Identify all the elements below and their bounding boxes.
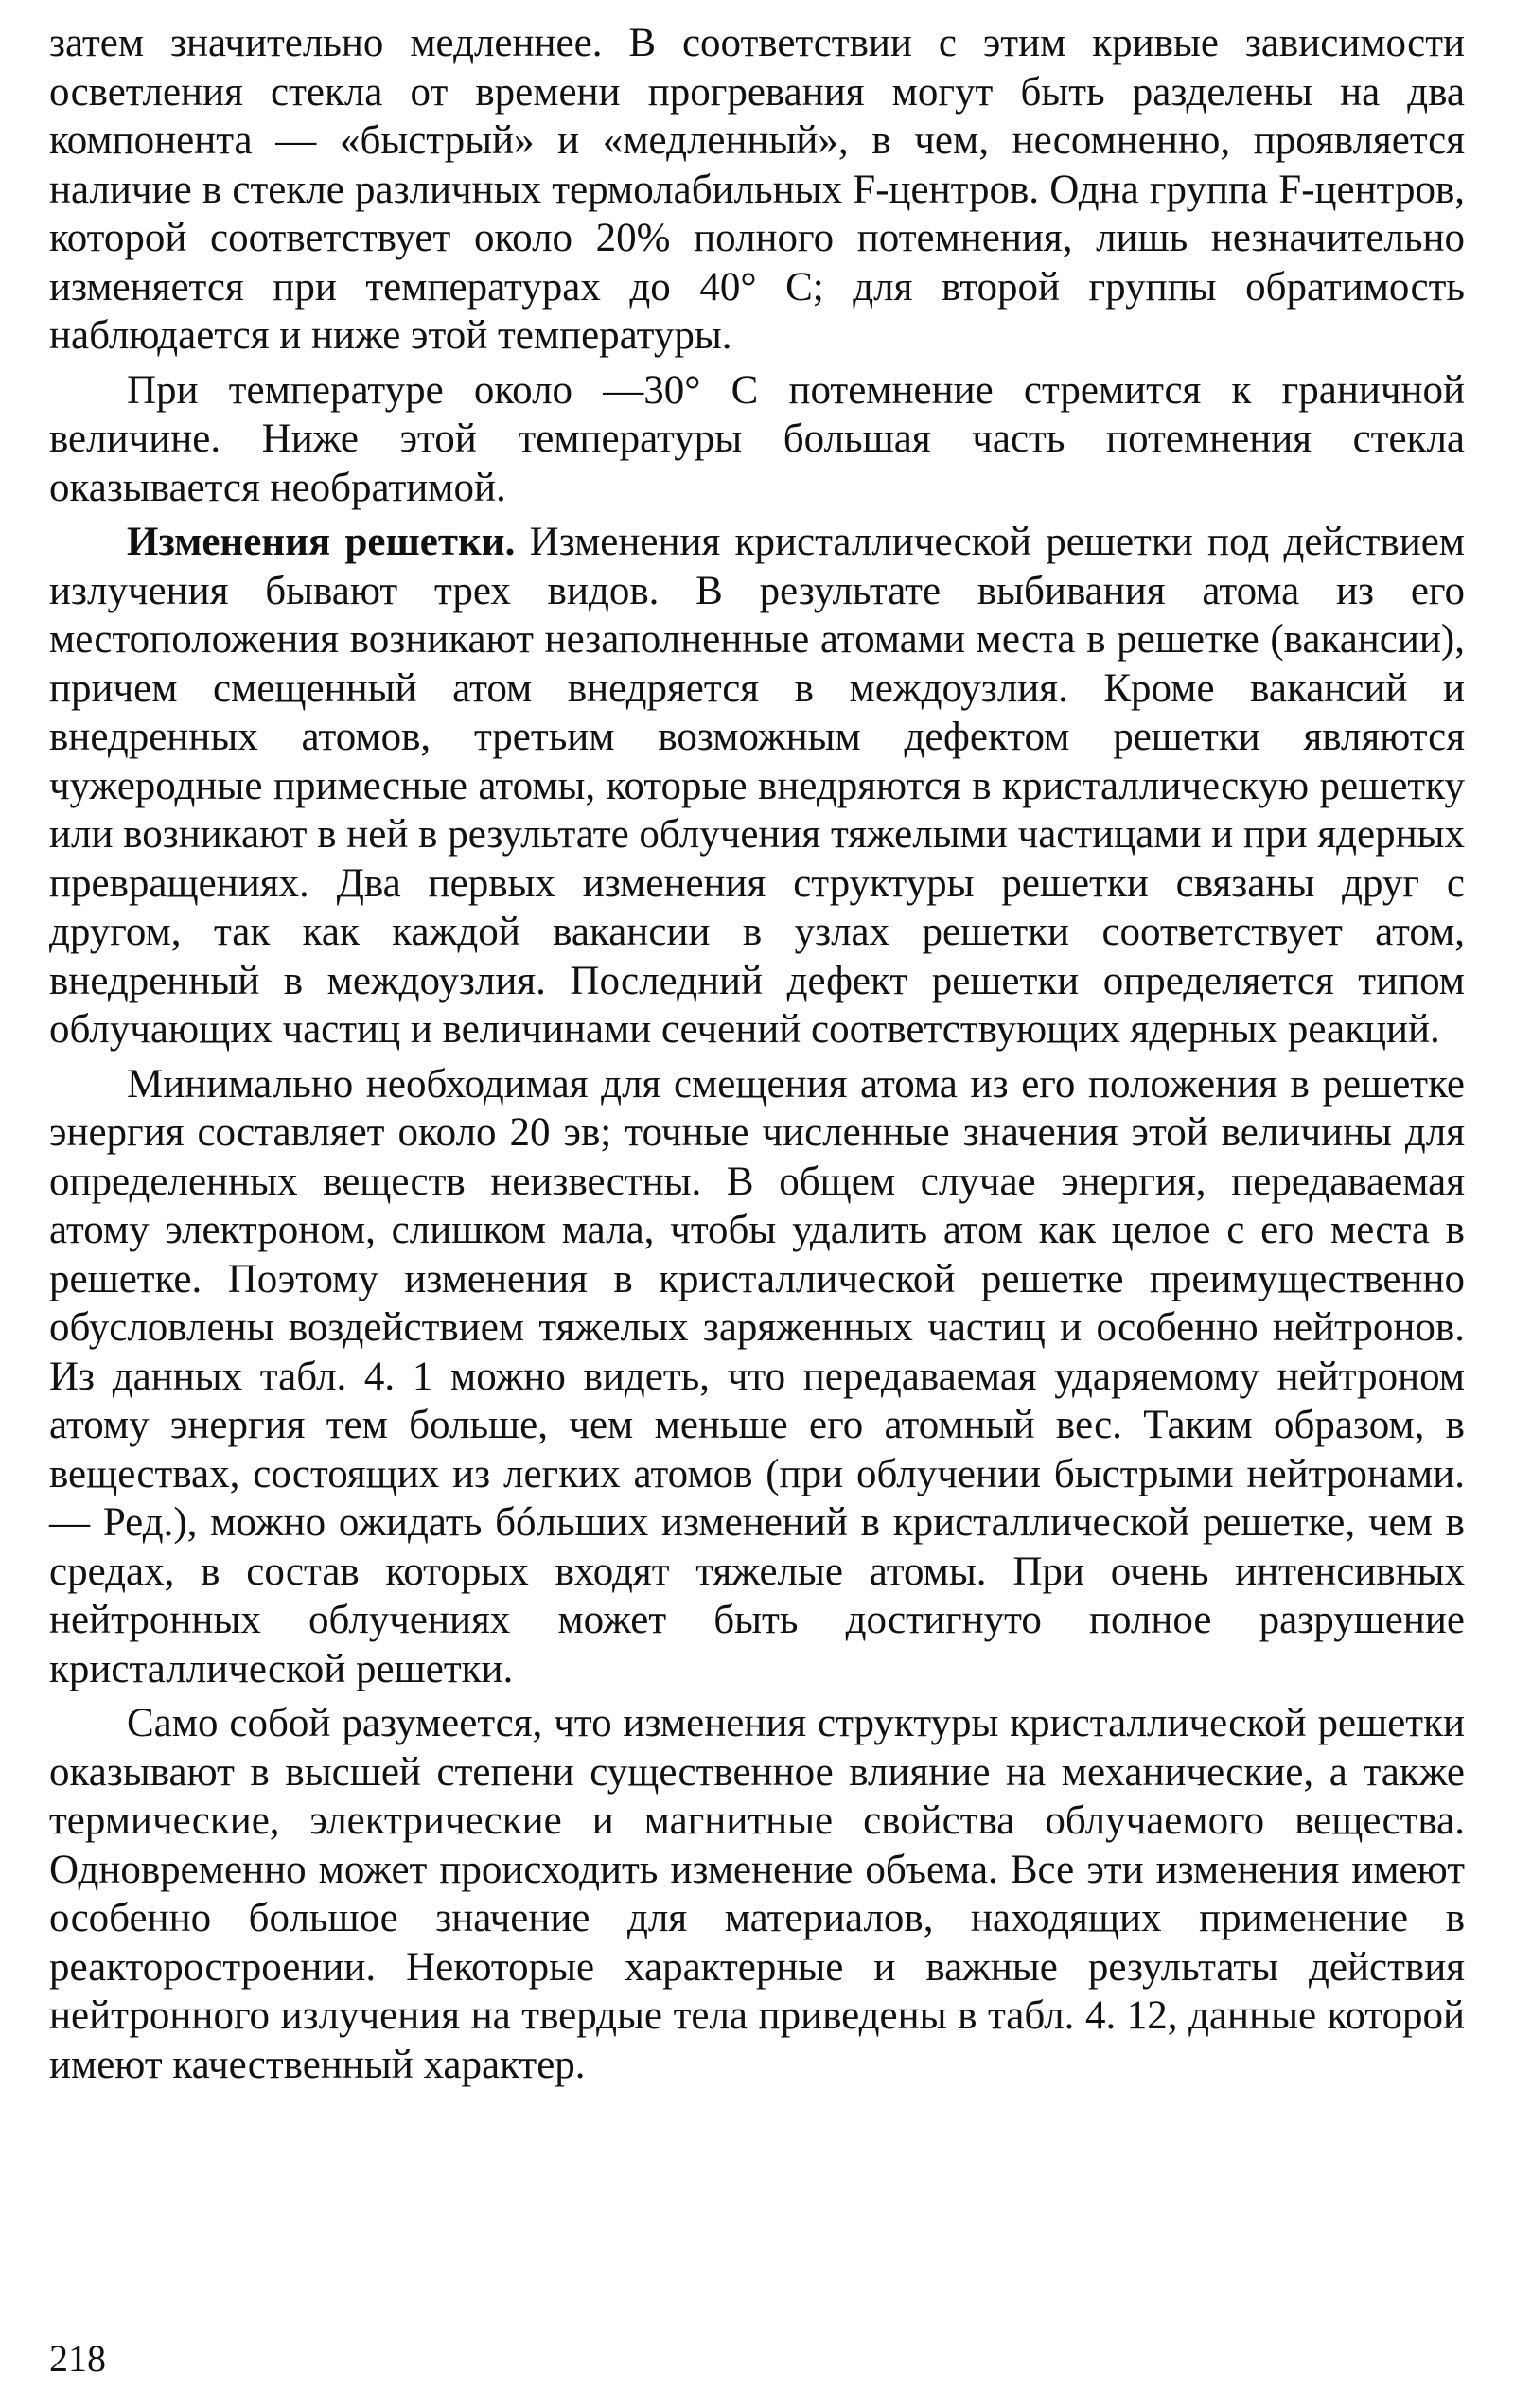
- paragraph-1: [49, 19, 1465, 361]
- section-heading: Изменения решетки.: [127, 520, 516, 564]
- paragraph-2: [49, 366, 1465, 513]
- paragraph-4-text: Минимально необходимая для смещения атома из его положения в решетке энергия составляет около 20 эв; точные численные значения этой величины для определенных веществ неизвестны. В общем случае энергия, передаваемая атому электроном, слишком мала, чтобы удалить атом как целое с его места в решетке. Поэтому изменения в кристаллической решетке преимущественно обусловлены воздействием тяжелых заряженных частиц и особенно нейтронов. Из данных табл. 4. 1 можно видеть, что передаваемая ударяемому нейтроном атому энергия тем больше, чем меньше его атомный вес. Таким образом, в веществах, состоящих из легких атомов (при облучении быстрыми нейтронами. — Ред.), можно ожидать бóльших изменений в кристаллической решетке, чем в средах, в состав которых входят тяжелые атомы. При очень интенсивных нейтронных облучениях может быть достигнуто полное разрушение кристаллической решетки.: [49, 1061, 1465, 1691]
- paragraph-3: [49, 518, 1465, 1054]
- paragraph-2-text: При температуре около —30° C потемнение стремится к граничной величине. Ниже этой температуры большая часть потемнения стекла оказывается необратимой.: [49, 367, 1465, 510]
- page-number: 218: [49, 2337, 106, 2380]
- paragraph-5: [49, 1699, 1465, 2089]
- paragraph-3-text: Изменения кристаллической решетки под действием излучения бывают трех видов. В результате выбивания атома из его местоположения возникают незаполненные атомами места в решетке (вакансии), причем смещенный атом внедряется в междоузлия. Кроме вакансий и внедренных атомов, третьим возможным дефектом решетки являются чужеродные примесные атомы, которые внедряются в кристаллическую решетку или возникают в ней в результате облучения тяжелыми частицами и при ядерных превращениях. Два первых изменения структуры решетки связаны друг с другом, так как каждой вакансии в узлах решетки соответствует атом, внедренный в междоузлия. Последний дефект решетки определяется типом облучающих частиц и величинами сечений соответствующих ядерных реакций.: [49, 520, 1466, 1052]
- paragraph-5-text: Само собой разумеется, что изменения структуры кристаллической решетки оказывают в высшей степени существенное влияние на механические, а также термические, электрические и магнитные свойства облучаемого вещества. Одновременно может происходить изменение объема. Все эти изменения имеют особенно большое значение для материалов, находящих применение в реакторостроении. Некоторые характерные и важные результаты действия нейтронного излучения на твердые тела приведены в табл. 4. 12, данные которой имеют качественный характер.: [49, 1701, 1465, 2087]
- page-body: [49, 19, 1465, 2095]
- paragraph-4: [49, 1060, 1465, 1694]
- paragraph-1-text: затем значительно медленнее. В соответствии с этим кривые зависимости осветления стекла от времени прогревания могут быть разделены на два компонента — «быстрый» и «медленный», в чем, несомненно, проявляется наличие в стекле различных термолабильных F-центров. Одна группа F-центров, которой соответствует около 20% полного потемнения, лишь незначительно изменяется при температурах до 40° C; для второй группы обратимость наблюдается и ниже этой температуры.: [49, 21, 1465, 358]
